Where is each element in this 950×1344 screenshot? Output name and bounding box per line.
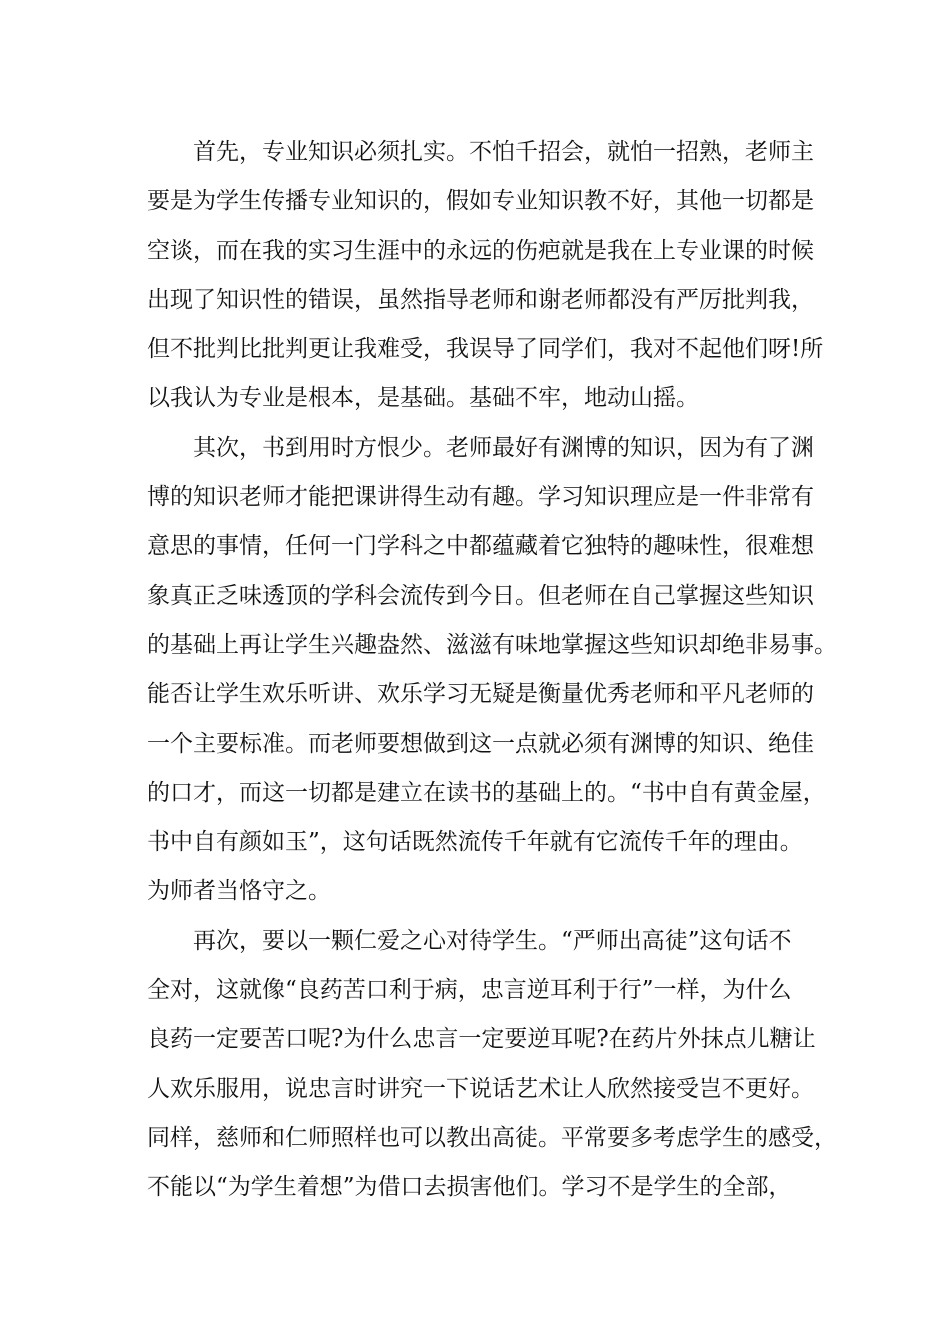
text-line: 博的知识老师才能把课讲得生动有趣。学习知识理应是一件非常有 [147, 484, 814, 511]
text-line: 象真正乏味透顶的学科会流传到今日。但老师在自己掌握这些知识 [147, 582, 814, 609]
text-line: 再次，要以一颗仁爱之心对待学生。“严师出高徒”这句话不 [193, 927, 792, 954]
paragraph-2 [147, 424, 837, 917]
text-line: 书中自有颜如玉”，这句话既然流传千年就有它流传千年的理由。 [147, 829, 803, 856]
text-line: 为师者当恪守之。 [147, 878, 331, 905]
text-line: 出现了知识性的错误，虽然指导老师和谢老师都没有严厉批判我， [147, 286, 814, 313]
text-line: 一个主要标准。而老师要想做到这一点就必须有渊博的知识、绝佳 [147, 730, 814, 757]
text-line: 良药一定要苦口呢?为什么忠言一定要逆耳呢?在药片外抹点儿糖让 [147, 1026, 816, 1053]
text-line: 同样，慈师和仁师照样也可以教出高徒。平常要多考虑学生的感受， [147, 1124, 837, 1151]
text-line: 的基础上再让学生兴趣盎然、滋滋有味地掌握这些知识却绝非易事。 [147, 631, 837, 658]
text-line: 不能以“为学生着想”为借口去损害他们。学习不是学生的全部， [147, 1174, 792, 1201]
text-line: 意思的事情，任何一门学科之中都蕴藏着它独特的趣味性，很难想 [147, 533, 814, 560]
text-line: 以我认为专业是根本，是基础。基础不牢，地动山摇。 [147, 385, 699, 412]
text-line: 但不批判比批判更让我难受，我误导了同学们，我对不起他们呀!所 [147, 336, 824, 363]
text-line: 首先，专业知识必须扎实。不怕千招会，就怕一招熟，老师主 [193, 139, 814, 165]
text-line: 其次，书到用时方恨少。老师最好有渊博的知识，因为有了渊 [193, 434, 814, 461]
paragraph-1 [147, 128, 827, 424]
text-line: 能否让学生欢乐听讲、欢乐学习无疑是衡量优秀老师和平凡老师的 [147, 681, 814, 708]
text-line: 要是为学生传播专业知识的，假如专业知识教不好，其他一切都是 [147, 188, 814, 215]
text-line: 的口才，而这一切都是建立在读书的基础上的。“书中自有黄金屋， [147, 779, 826, 806]
paragraph-3 [147, 917, 837, 1213]
text-line: 空谈，而在我的实习生涯中的永远的伤疤就是我在上专业课的时候 [147, 237, 814, 264]
document-body [147, 128, 837, 1213]
text-line: 人欢乐服用，说忠言时讲究一下说话艺术让人欣然接受岂不更好。 [147, 1075, 814, 1102]
text-line: 全对，这就像“良药苦口利于病，忠言逆耳利于行”一样，为什么 [147, 977, 792, 1004]
